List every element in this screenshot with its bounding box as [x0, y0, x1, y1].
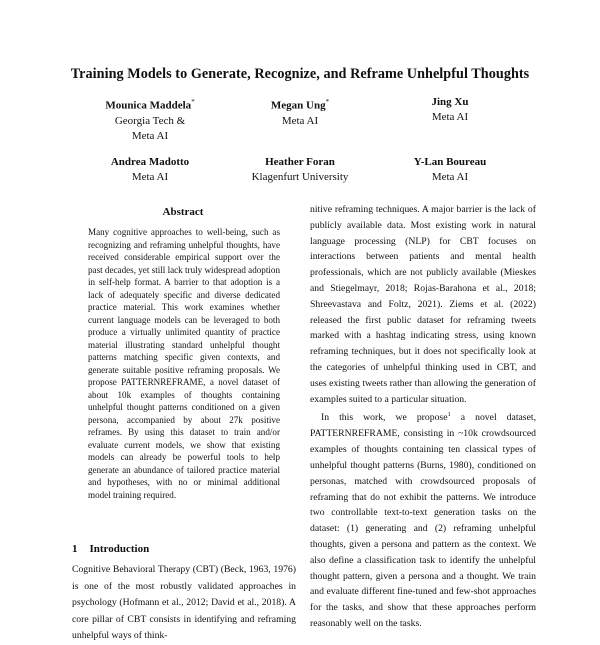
author-affiliation: Meta AI	[131, 171, 169, 183]
author-block	[220, 155, 380, 185]
author-block	[370, 155, 530, 185]
author-affiliation: Georgia Tech &	[114, 114, 186, 127]
introduction-text: Cognitive Behavioral Therapy (CBT) (Beck, 1963, 1976) is one of the most robustly validated approaches in psychology (Hofmann et al., 2012; David et al., 2018). A core pillar of CBT consists in identifying and reframing unhelpful ways of think-	[72, 564, 296, 641]
author-name: Andrea Madotto	[110, 156, 190, 168]
author-name: Megan Ung*	[270, 98, 330, 112]
author-name: Heather Foran	[265, 156, 335, 168]
author-block	[70, 95, 230, 144]
section-number: 1	[72, 543, 78, 555]
author-affiliation: Meta AI	[431, 171, 469, 183]
author-affiliation: Meta AI	[431, 111, 469, 123]
paper-title: Training Models to Generate, Recognize, and Reframe Unhelpful Thoughts	[70, 66, 530, 82]
author-affiliation: Klagenfurt University	[251, 171, 349, 183]
author-affiliation: Meta AI	[281, 114, 319, 127]
section-heading	[72, 543, 149, 555]
author-name: Y-Lan Boureau	[413, 156, 487, 168]
abstract-text: Many cognitive approaches to well-being, such as recognizing and reframing unhelpful thoughts, have received considerable empirical support over the past decades, yet still lack truly widespread adoption in self-help format. A barrier to that adoption is a lack of adequately specific and diverse dedicated practice material. This work examines whether current language models can be leveraged to both produce a virtually unlimited quantity of practice material illustrating standard unhelpful thought patterns matching specific given contexts, and generate suitable positive reframing proposals. We propose PATTERNREFRAME, a novel dataset of about 10k examples of thoughts containing unhelpful thought patterns conditioned on a given persona, accompanied by about 27k positive reframes. By using this dataset to train and/or evaluate current models, we show that existing models can already be powerful tools to help generate an abundance of tailored practice material and hypotheses, with no or minimal additional model training required.	[88, 227, 280, 500]
author-block	[370, 95, 530, 125]
body-paragraph: In this work, we propose$^1$ a novel dataset, PATTERNREFRAME, consisting in ~10k crowdsourced examples of thoughts containing ten classical types of unhelpful thought patterns (Burns, 1980), conditioned on personas, matched with crowdsourced proposals of reframing that do not exhibit the patterns. We introduce two controllable text-to-text generation tasks on the dataset: (1) generating and (2) reframing unhelpful thoughts, given a persona and pattern as the context. We also define a classification task to identify the unhelpful thought pattern, given a persona and a thought. We train and evaluate different fine-tuned and few-shot approaches for the tasks, and show that these approaches perform reasonably well on the tasks.	[310, 411, 536, 629]
author-block	[220, 95, 380, 129]
author-name: Jing Xu	[431, 96, 469, 108]
section-title: Introduction	[89, 543, 150, 555]
abstract-heading: Abstract	[162, 206, 204, 218]
author-affiliation: Meta AI	[131, 129, 169, 142]
author-block	[70, 155, 230, 185]
footnote-marker: 1	[447, 411, 451, 419]
author-name: Mounica Maddela*	[105, 98, 195, 112]
right-column	[310, 202, 536, 632]
body-paragraph: nitive reframing techniques. A major barrier is the lack of publicly available data. Most existing work in natural language processing (NLP) for CBT focuses on interactions between patients and mental health professionals, which are not publicly available (Mieskes and Stiegelmayr, 2018; Rojas-Barahona et al., 2018; Shreevastava and Foltz, 2021). Ziems et al. (2022) released the first public dataset for reframing tweets marked with a hashtag indicating stress, using known reframing techniques, but it does not specifically look at the categories of unhelpful thinking used in CBT, and uses existing tweets rather than allowing the generation of examples suited to a particular situation.	[310, 204, 536, 405]
